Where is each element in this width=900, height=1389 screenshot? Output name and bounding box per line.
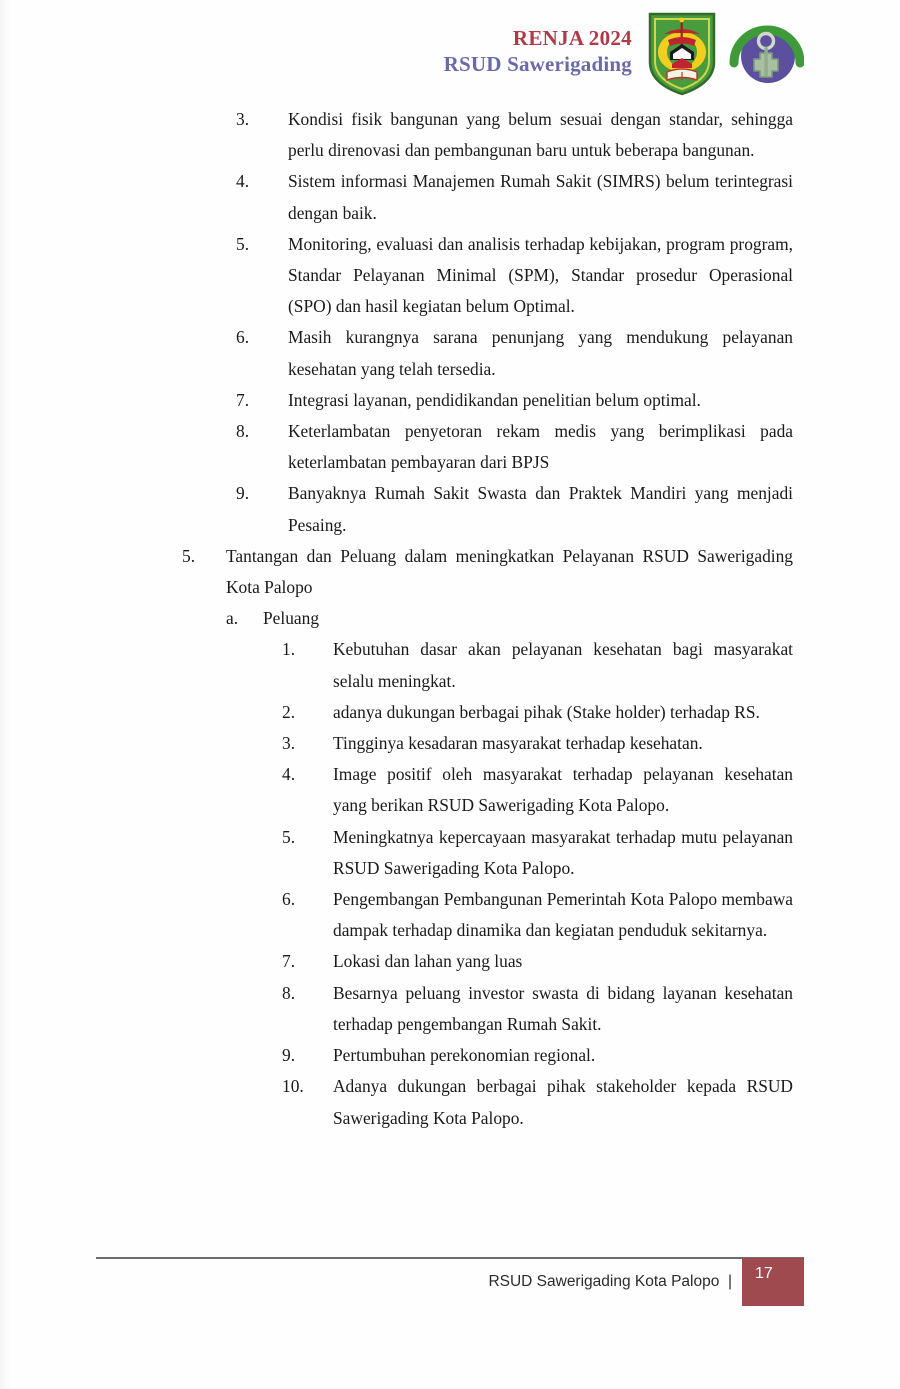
- list-item-text: adanya dukungan berbagai pihak (Stake holder) terhadap RS.: [333, 701, 760, 722]
- list-item: [282, 822, 793, 884]
- subsection-a-heading: [226, 603, 793, 634]
- list-item: [282, 1040, 793, 1071]
- peluang-list: [0, 634, 900, 1133]
- list-item: [282, 946, 793, 977]
- list-item-number: 10.: [282, 1076, 304, 1097]
- list-item-text: Kondisi fisik bangunan yang belum sesuai dengan standar, sehingga perlu direnovasi dan pembangunan baru untuk beberapa bangunan.: [288, 109, 793, 161]
- list-item-text: Kebutuhan dasar akan pelayanan kesehatan bagi masyarakat selalu meningkat.: [333, 639, 793, 691]
- list-item-number: 8.: [236, 421, 250, 442]
- header-title-renja: RENJA 2024: [512, 26, 632, 51]
- rsud-sawerigading-hospital-logo: [726, 9, 804, 95]
- list-item: [282, 978, 793, 1040]
- list-item: [282, 697, 793, 728]
- list-item-text: Lokasi dan lahan yang luas: [333, 951, 523, 972]
- list-item: [236, 229, 793, 323]
- list-item-number: 4.: [282, 764, 296, 785]
- list-item-text: Integrasi layanan, pendidikandan penelitian belum optimal.: [288, 389, 701, 410]
- list-item: [282, 1071, 793, 1133]
- list-item-text: Tingginya kesadaran masyarakat terhadap kesehatan.: [333, 733, 703, 754]
- list-item-text: Meningkatnya kepercayaan masyarakat terhadap mutu pelayanan RSUD Sawerigading Kota Palopo.: [333, 826, 793, 878]
- list-item-text: Pengembangan Pembangunan Pemerintah Kota Palopo membawa dampak terhadap dinamika dan kegiatan penduduk sekitarnya.: [333, 889, 793, 941]
- list-item: [282, 884, 793, 946]
- list-item-number: 9.: [236, 483, 250, 504]
- list-item: [282, 634, 793, 696]
- weaknesses-list: [0, 104, 900, 541]
- list-item: [236, 166, 793, 228]
- list-item-number: 5.: [236, 233, 250, 254]
- list-item-text: Sistem informasi Manajemen Rumah Sakit (SIMRS) belum terintegrasi dengan baik.: [288, 171, 793, 223]
- list-item-text: Image positif oleh masyarakat terhadap pelayanan kesehatan yang berikan RSUD Sawerigading Kota Palopo.: [333, 764, 793, 816]
- footer-label: RSUD Sawerigading Kota Palopo |: [488, 1273, 732, 1290]
- list-item-number: 8.: [282, 982, 296, 1003]
- list-item: [236, 322, 793, 384]
- list-item-number: 5.: [282, 826, 296, 847]
- list-item-number: 3.: [236, 109, 250, 129]
- list-item-number: 3.: [282, 733, 296, 754]
- list-item-text: Besarnya peluang investor swasta di bidang layanan kesehatan terhadap pengembangan Rumah Sakit.: [333, 982, 793, 1034]
- page-footer: [0, 1257, 900, 1317]
- page-number-badge: 17: [742, 1258, 804, 1306]
- subsection-a-title: Peluang: [263, 608, 320, 629]
- section-5-title: Tantangan dan Peluang dalam meningkatkan Pelayanan RSUD Sawerigading Kota Palopo: [226, 545, 793, 598]
- list-item: [236, 478, 793, 540]
- list-item-number: 6.: [282, 889, 296, 910]
- header-title-rsud: RSUD Sawerigading: [443, 52, 632, 76]
- list-item-number: 7.: [236, 389, 250, 410]
- list-item-text: Pertumbuhan perekonomian regional.: [333, 1045, 596, 1066]
- subsection-a-marker: a.: [226, 608, 239, 629]
- section-5-heading: [182, 541, 793, 603]
- list-item: [236, 416, 793, 478]
- page-header: [0, 0, 900, 104]
- list-item-number: 7.: [282, 951, 296, 972]
- list-item: [282, 728, 793, 759]
- list-item-text: Keterlambatan penyetoran rekam medis yang berimplikasi pada keterlambatan pembayaran dari BPJS: [288, 421, 793, 473]
- list-item-text: Banyaknya Rumah Sakit Swasta dan Praktek Mandiri yang menjadi Pesaing.: [288, 483, 793, 535]
- header-title-block: [444, 26, 638, 77]
- list-item-number: 9.: [282, 1045, 296, 1066]
- list-item-text: Masih kurangnya sarana penunjang yang mendukung pelayanan kesehatan yang telah tersedia.: [288, 327, 793, 379]
- list-item-number: 2.: [282, 701, 296, 722]
- list-item-number: 4.: [236, 171, 250, 192]
- document-content: [0, 104, 900, 1134]
- palopo-city-emblem-logo: [644, 8, 720, 96]
- section-5-number: 5.: [182, 545, 196, 566]
- list-item-text: Monitoring, evaluasi dan analisis terhadap kebijakan, program program, Standar Pelayanan Minimal (SPM), Standar prosedur Operasional (SPO) dan hasil kegiatan belum Optimal.: [288, 233, 793, 317]
- list-item: [236, 385, 793, 416]
- list-item-text: Adanya dukungan berbagai pihak stakeholder kepada RSUD Sawerigading Kota Palopo.: [333, 1076, 793, 1128]
- list-item-number: 1.: [282, 639, 296, 660]
- list-item: [236, 104, 793, 166]
- list-item-number: 6.: [236, 327, 250, 348]
- list-item: [282, 759, 793, 821]
